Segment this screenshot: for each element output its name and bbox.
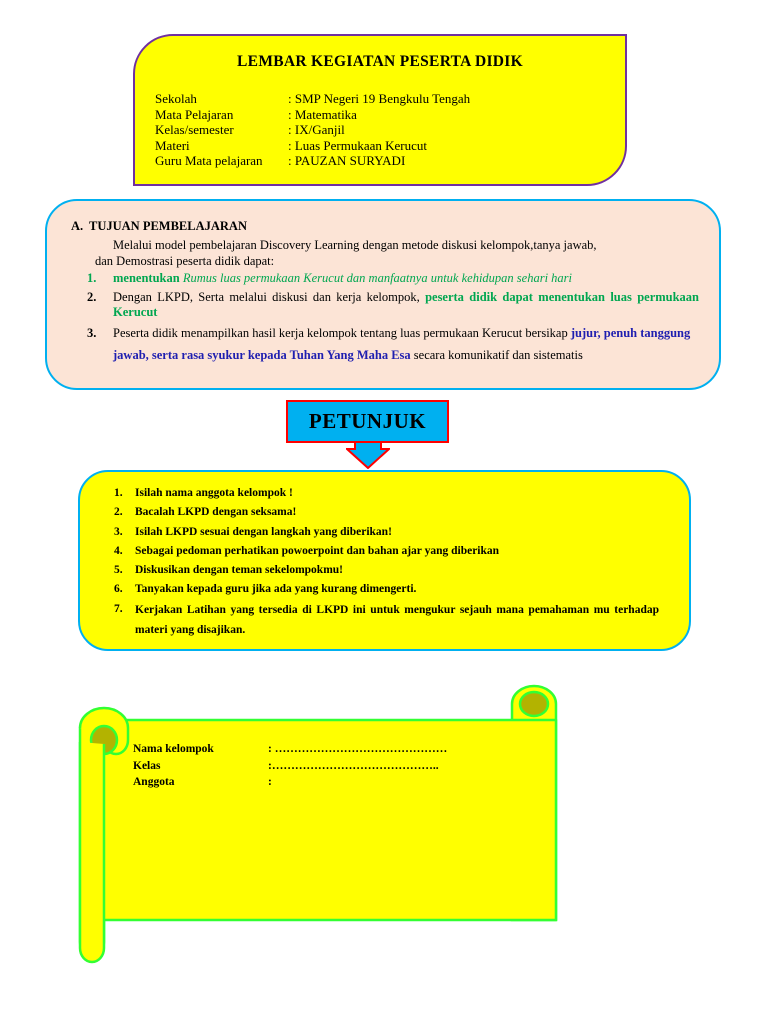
objective-item bbox=[87, 322, 699, 367]
instruction-number: 7. bbox=[114, 602, 123, 615]
instruction-number: 4. bbox=[114, 544, 123, 557]
document-title: LEMBAR KEGIATAN PESERTA DIDIK bbox=[237, 53, 523, 70]
objectives-heading-text: TUJUAN PEMBELAJARAN bbox=[89, 219, 247, 233]
objective-number: 3. bbox=[87, 325, 97, 340]
objective-item bbox=[87, 290, 699, 320]
instruction-text: Isilah LKPD sesuai dengan langkah yang diberikan! bbox=[135, 525, 392, 538]
instruction-item bbox=[114, 523, 659, 542]
instruction-item bbox=[114, 580, 659, 599]
info-label: Kelas/semester bbox=[155, 122, 234, 138]
info-value: : Luas Permukaan Kerucut bbox=[288, 137, 427, 153]
objective-item bbox=[87, 271, 699, 287]
info-value: : SMP Negeri 19 Bengkulu Tengah bbox=[288, 91, 471, 106]
info-label: Materi bbox=[155, 137, 190, 153]
form-label: Anggota bbox=[133, 776, 175, 788]
instructions-list bbox=[114, 484, 659, 640]
objectives-heading bbox=[71, 219, 247, 234]
intro-line-2: dan Demostrasi peserta didik dapat: bbox=[95, 253, 275, 268]
objective-text: menentukan bbox=[113, 271, 183, 285]
form-label: Nama kelompok bbox=[133, 743, 214, 755]
instruction-text: Sebagai pedoman perhatikan powoerpoint dan bahan ajar yang diberikan bbox=[135, 544, 500, 557]
form-fill-line: : ……………………………………… bbox=[268, 743, 448, 755]
info-row-class bbox=[155, 122, 470, 138]
learning-objectives-box bbox=[45, 199, 721, 390]
objective-number: 2. bbox=[87, 289, 97, 304]
instruction-item bbox=[114, 542, 659, 561]
instruction-item bbox=[114, 600, 659, 640]
info-label: Guru Mata pelajaran bbox=[155, 153, 263, 169]
intro-line-1: Melalui model pembelajaran Discovery Learning dengan metode diskusi kelompok,tanya jawab, bbox=[113, 238, 597, 252]
form-row-class bbox=[133, 758, 447, 775]
info-label: Mata Pelajaran bbox=[155, 106, 234, 122]
objective-text: Peserta didik menampilkan hasil kerja kelompok tentang luas permukaan Kerucut bersikap bbox=[113, 325, 571, 340]
info-row-school bbox=[155, 91, 470, 107]
objective-text: Dengan LKPD, Serta melalui diskusi dan kerja kelompok, bbox=[113, 289, 426, 304]
instruction-item bbox=[114, 561, 659, 580]
instruction-number: 3. bbox=[114, 525, 123, 538]
objectives-intro bbox=[87, 238, 699, 269]
objectives-list bbox=[87, 271, 699, 367]
scroll-banner bbox=[76, 684, 560, 966]
instruction-text: Diskusikan dengan teman sekelompokmu! bbox=[135, 564, 344, 577]
info-row-teacher bbox=[155, 153, 470, 169]
instructions-box bbox=[78, 470, 691, 651]
form-fill-line: :…………………………………….. bbox=[268, 759, 439, 772]
instruction-number: 5. bbox=[114, 564, 123, 577]
objective-text-tail: secara komunikatif dan sistematis bbox=[410, 348, 583, 362]
info-row-material bbox=[155, 138, 470, 154]
section-letter: A. bbox=[71, 219, 84, 233]
info-value: : PAUZAN SURYADI bbox=[288, 153, 406, 169]
instruction-text: Tanyakan kepada guru jika ada yang kurang dimengerti. bbox=[135, 583, 417, 596]
form-row-members bbox=[133, 774, 447, 791]
instruction-text: Isilah nama anggota kelompok ! bbox=[135, 487, 293, 499]
instruction-number: 2. bbox=[114, 506, 123, 519]
form-row-group-name bbox=[133, 741, 447, 758]
header-box bbox=[133, 34, 627, 186]
down-arrow-icon bbox=[346, 441, 390, 469]
instruction-number: 1. bbox=[114, 487, 123, 499]
instruction-item bbox=[114, 484, 659, 503]
objective-emphasis: Rumus luas permukaan Kerucut dan manfaatnya untuk kehidupan sehari hari bbox=[182, 271, 573, 285]
instruction-text: Bacalah LKPD dengan seksama! bbox=[135, 506, 297, 519]
identity-table bbox=[155, 91, 470, 169]
objective-number: 1. bbox=[87, 271, 97, 285]
info-value: : IX/Ganjil bbox=[288, 122, 345, 138]
instruction-item bbox=[114, 503, 659, 522]
form-label: Kelas bbox=[133, 759, 161, 772]
instructions-label: PETUNJUK bbox=[286, 400, 449, 443]
group-identity-form bbox=[133, 741, 447, 791]
objective-emphasis: jujur, penuh tanggung jawab, serta rasa syukur kepada Tuhan Yang Maha Esa bbox=[113, 325, 691, 362]
instruction-number: 6. bbox=[114, 583, 123, 596]
objective-emphasis: peserta didik dapat menentukan luas permukaan Kerucut bbox=[113, 289, 700, 319]
instruction-text: Kerjakan Latihan yang tersedia di LKPD ini untuk mengukur sejauh mana pemahaman mu terhadap materi yang disajikan. bbox=[135, 603, 659, 636]
info-value: : Matematika bbox=[288, 106, 357, 122]
info-row-subject bbox=[155, 107, 470, 123]
form-fill-line: : bbox=[268, 776, 272, 788]
info-label: Sekolah bbox=[155, 91, 197, 106]
